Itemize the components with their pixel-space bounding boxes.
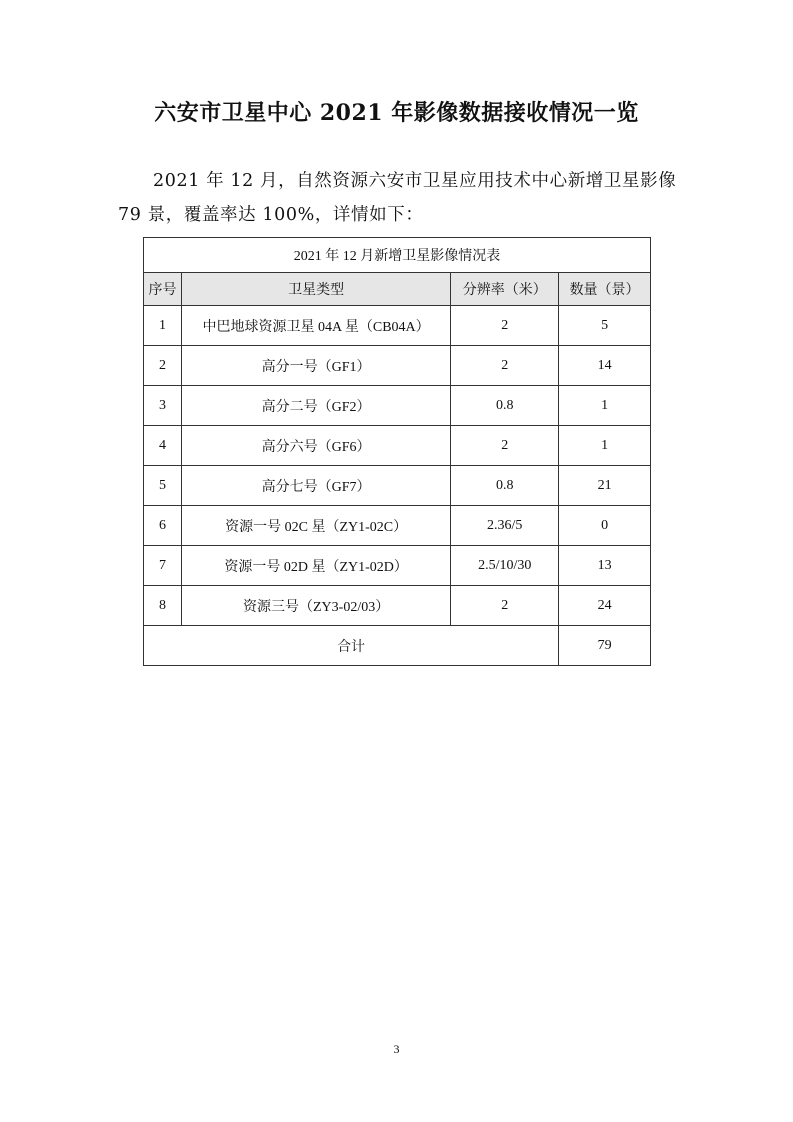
cell-index: 2 — [144, 346, 182, 386]
document-title: 六安市卫星中心 2021 年影像数据接收情况一览 — [154, 100, 639, 126]
cell-count: 24 — [559, 586, 651, 626]
page-number: 3 — [393, 1042, 400, 1056]
cell-resolution: 0.8 — [451, 466, 559, 506]
table-row — [144, 586, 651, 626]
table-row — [144, 306, 651, 346]
cell-resolution: 2.5/10/30 — [451, 546, 559, 586]
cell-count: 21 — [559, 466, 651, 506]
cell-resolution: 2.36/5 — [451, 506, 559, 546]
table-row — [144, 466, 651, 506]
cell-resolution: 2 — [451, 586, 559, 626]
table-row — [144, 346, 651, 386]
intro-paragraph: 2021 年 12 月，自然资源六安市卫星应用技术中心新增卫星影像 79 景，覆盖率达 100%，详情如下： — [118, 171, 677, 225]
table-caption-row — [144, 238, 651, 273]
cell-index: 8 — [144, 586, 182, 626]
cell-count: 13 — [559, 546, 651, 586]
total-label: 合计 — [144, 626, 559, 666]
cell-satellite-type: 高分七号（GF7） — [181, 466, 450, 506]
table-header-row — [144, 273, 651, 306]
total-count: 79 — [559, 626, 651, 666]
cell-satellite-type: 资源一号 02C 星（ZY1-02C） — [181, 506, 450, 546]
cell-index: 1 — [144, 306, 182, 346]
header-index: 序号 — [144, 273, 182, 306]
cell-resolution: 2 — [451, 426, 559, 466]
cell-index: 6 — [144, 506, 182, 546]
cell-count: 5 — [559, 306, 651, 346]
table-caption: 2021 年 12 月新增卫星影像情况表 — [144, 238, 651, 273]
cell-satellite-type: 高分二号（GF2） — [181, 386, 450, 426]
header-resolution: 分辨率（米） — [451, 273, 559, 306]
table-row — [144, 386, 651, 426]
table-row — [144, 426, 651, 466]
table-row — [144, 546, 651, 586]
header-count: 数量（景） — [559, 273, 651, 306]
cell-satellite-type: 高分六号（GF6） — [181, 426, 450, 466]
satellite-image-table — [143, 237, 651, 666]
cell-satellite-type: 资源一号 02D 星（ZY1-02D） — [181, 546, 450, 586]
cell-count: 1 — [559, 386, 651, 426]
table-row — [144, 506, 651, 546]
cell-satellite-type: 资源三号（ZY3-02/03） — [181, 586, 450, 626]
cell-index: 7 — [144, 546, 182, 586]
cell-index: 4 — [144, 426, 182, 466]
cell-index: 5 — [144, 466, 182, 506]
header-satellite-type: 卫星类型 — [181, 273, 450, 306]
cell-satellite-type: 中巴地球资源卫星 04A 星（CB04A） — [181, 306, 450, 346]
cell-resolution: 0.8 — [451, 386, 559, 426]
cell-count: 0 — [559, 506, 651, 546]
cell-index: 3 — [144, 386, 182, 426]
cell-count: 1 — [559, 426, 651, 466]
cell-satellite-type: 高分一号（GF1） — [181, 346, 450, 386]
cell-resolution: 2 — [451, 306, 559, 346]
cell-resolution: 2 — [451, 346, 559, 386]
cell-count: 14 — [559, 346, 651, 386]
table-total-row — [144, 626, 651, 666]
